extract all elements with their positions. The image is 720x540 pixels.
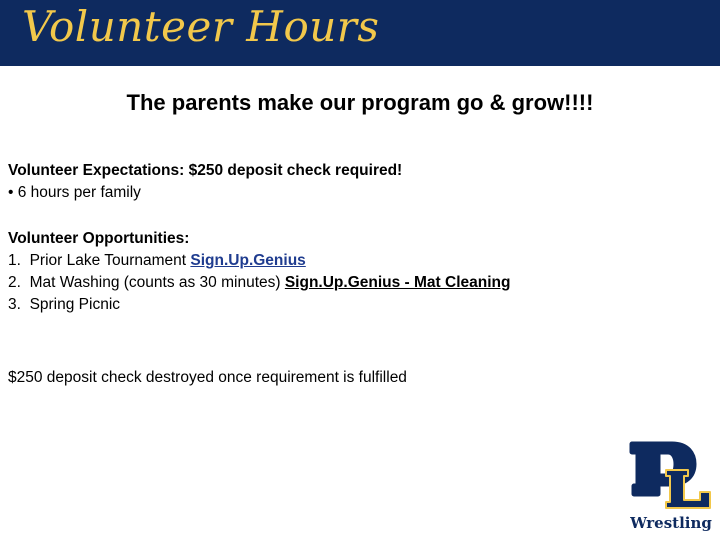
logo-caption: Wrestling	[630, 514, 712, 532]
item-number: 3.	[8, 296, 21, 313]
expectations-section	[8, 160, 402, 204]
opportunity-item-3	[8, 294, 510, 316]
opportunities-heading: Volunteer Opportunities:	[8, 230, 190, 247]
page-title: Volunteer Hours	[22, 2, 380, 51]
pl-monogram-icon	[626, 440, 716, 512]
opportunity-item-1	[8, 250, 510, 272]
expectations-bullet: • 6 hours per family	[8, 184, 141, 201]
signup-genius-mat-cleaning-link[interactable]: Sign.Up.Genius - Mat Cleaning	[284, 274, 511, 291]
deposit-note: $250 deposit check destroyed once requirement is fulfilled	[8, 369, 407, 386]
opportunities-section	[8, 228, 510, 316]
opportunity-item-2	[8, 272, 510, 294]
item-number: 1.	[8, 252, 21, 269]
item-text: Mat Washing (counts as 30 minutes)	[29, 274, 285, 291]
subtitle: The parents make our program go & grow!!!!	[126, 90, 594, 115]
item-number: 2.	[8, 274, 21, 291]
pl-wrestling-logo	[626, 440, 716, 536]
item-text: Spring Picnic	[29, 296, 121, 313]
expectations-heading: Volunteer Expectations: $250 deposit check required!	[8, 162, 403, 179]
header-bar	[0, 0, 720, 66]
item-text: Prior Lake Tournament	[29, 252, 191, 269]
signup-genius-link[interactable]: Sign.Up.Genius	[190, 252, 306, 269]
